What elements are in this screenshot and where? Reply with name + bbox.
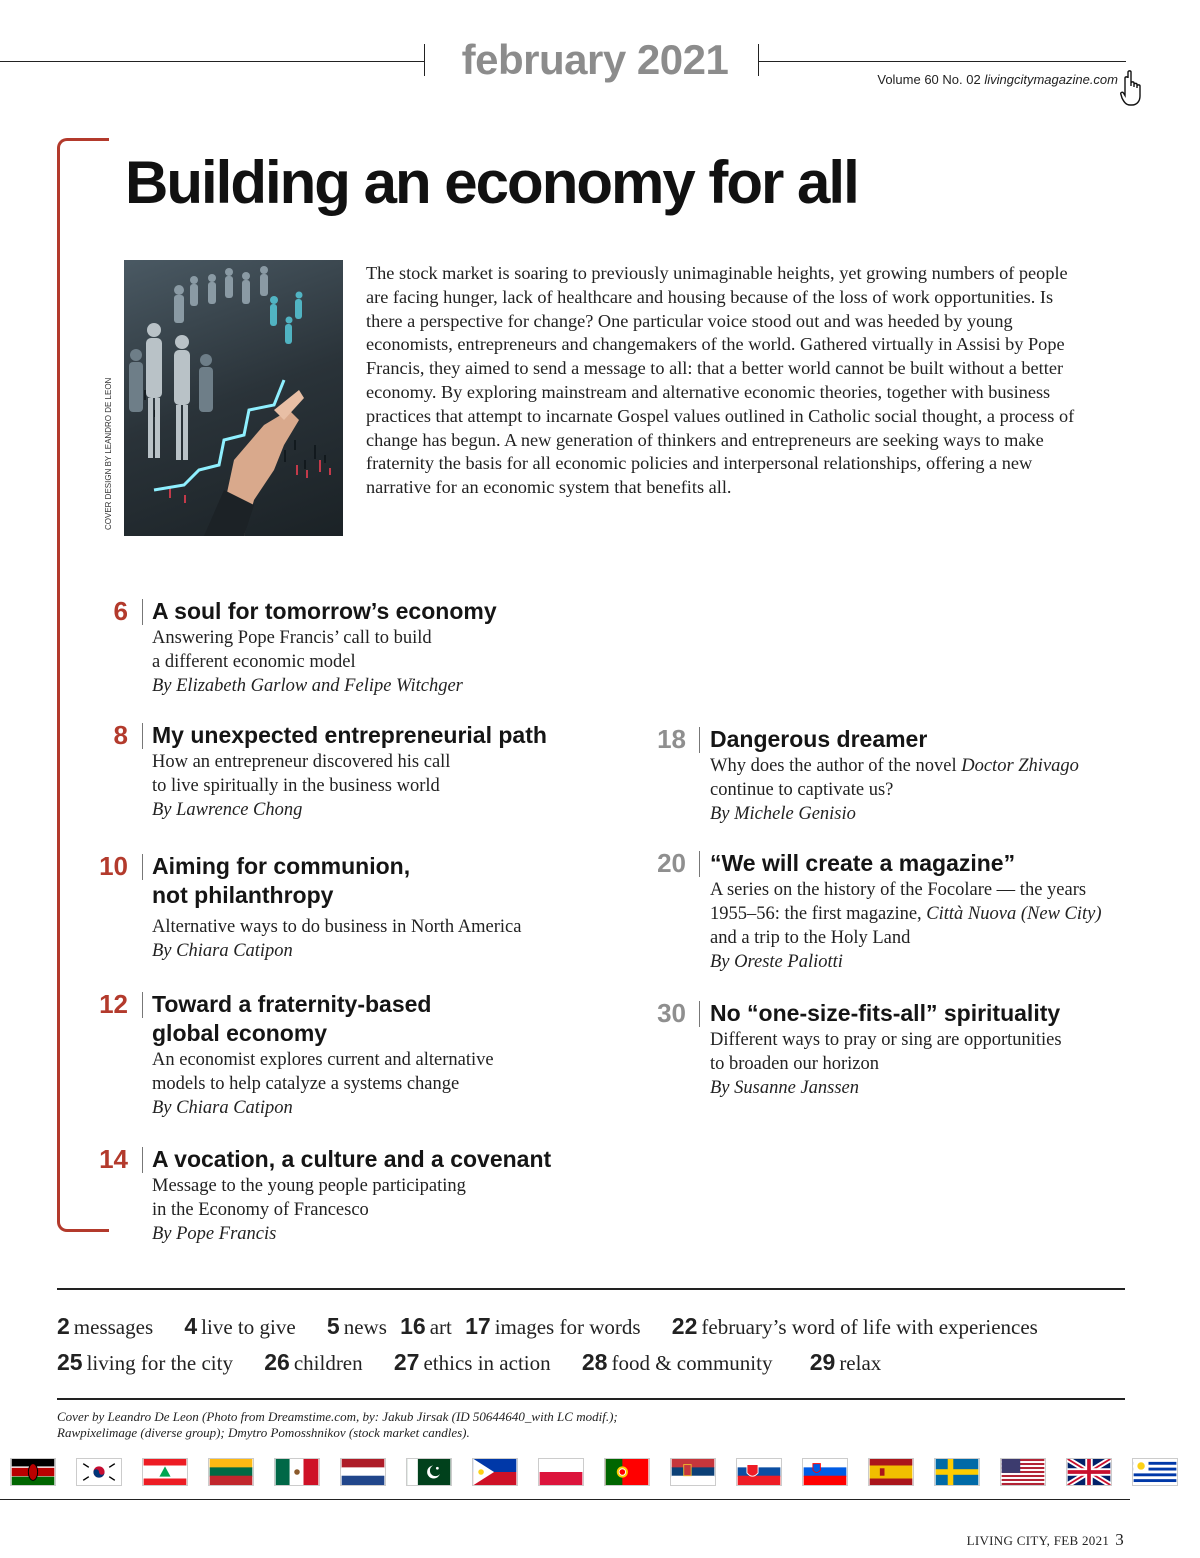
department-item[interactable]: [394, 1351, 551, 1375]
department-item[interactable]: [57, 1315, 153, 1339]
usa-flag-icon: [1000, 1458, 1046, 1486]
department-label: art: [429, 1315, 452, 1339]
toc-page-number: 8: [113, 720, 128, 750]
header-rule-right: [758, 61, 1126, 62]
toc-entry-page-20[interactable]: [626, 849, 1166, 974]
flag-strip: [10, 1458, 1190, 1488]
toc-byline: By Oreste Paliotti: [710, 952, 843, 972]
toc-entry-page-18[interactable]: [626, 725, 1146, 826]
toc-title: A vocation, a culture and a covenant: [152, 1146, 552, 1172]
lebanon-flag-icon: [142, 1458, 188, 1486]
volume-number: Volume 60 No. 02: [877, 72, 985, 87]
department-label: images for words: [494, 1315, 641, 1339]
toc-subtitle: continue to captivate us?: [710, 780, 894, 800]
department-page: 25: [57, 1349, 83, 1375]
department-item[interactable]: [465, 1315, 640, 1339]
toc-divider: [142, 723, 143, 749]
department-item[interactable]: [810, 1351, 882, 1375]
departments-rule-bottom: [57, 1398, 1125, 1400]
toc-subtitle: How an entrepreneur discovered his call: [152, 752, 451, 772]
toc-subtitle: and a trip to the Holy Land: [710, 928, 911, 948]
department-label: messages: [73, 1315, 154, 1339]
department-item[interactable]: [57, 1351, 233, 1375]
toc-divider: [142, 854, 143, 880]
toc-divider: [142, 1147, 143, 1173]
department-label: february’s word of life with experiences: [701, 1315, 1038, 1339]
department-item[interactable]: [582, 1351, 773, 1375]
slovakia-flag-icon: [736, 1458, 782, 1486]
toc-divider: [699, 1001, 700, 1027]
toc-title: My unexpected entrepreneurial path: [152, 722, 547, 748]
toc-subtitle: to broaden our horizon: [710, 1054, 880, 1074]
departments-row-1: [57, 1313, 1038, 1340]
department-label: food & community: [611, 1351, 773, 1375]
header-tick-left: [424, 44, 425, 76]
footer-label: LIVING CITY, FEB 2021: [966, 1533, 1110, 1548]
issue-month: february 2021: [461, 36, 729, 83]
page-number: 3: [1115, 1530, 1124, 1549]
departments-row-2: [57, 1349, 907, 1376]
toc-byline: By Lawrence Chong: [152, 800, 303, 820]
toc-subtitle: A series on the history of the Focolare — the years: [710, 880, 1087, 900]
department-page: 29: [809, 1349, 836, 1375]
toc-page-number: 20: [657, 848, 686, 878]
netherlands-flag-icon: [340, 1458, 386, 1486]
toc-page-number: 12: [99, 989, 128, 1019]
toc-page-number: 6: [113, 596, 128, 626]
header-tick-right: [758, 44, 759, 76]
cover-image: [124, 260, 343, 536]
toc-title: not philanthropy: [152, 882, 334, 908]
poland-flag-icon: [538, 1458, 584, 1486]
department-page: 17: [465, 1313, 491, 1339]
toc-entry-page-30[interactable]: [626, 999, 1146, 1100]
department-page: 4: [184, 1313, 198, 1339]
toc-subtitle: models to help catalyze a systems change: [152, 1074, 460, 1094]
toc-subtitle: to live spiritually in the business world: [152, 776, 440, 796]
toc-subtitle: Different ways to pray or sing are opportunities: [710, 1030, 1062, 1050]
toc-divider: [699, 851, 700, 877]
lithuania-flag-icon: [208, 1458, 254, 1486]
toc-page-number: 14: [99, 1144, 128, 1174]
department-page: 5: [326, 1313, 340, 1339]
feature-intro: The stock market is soaring to previously unimaginable heights, yet growing numbers of people are facing hunger, lack of healthcare and housing because of the loss of work opportunities. Is there a perspective for change? One particular voice stood out and was heeded by young economists, entrepreneurs and changemakers of the world. Gathered virtually in Assisi by Pope Francis, they aimed to send a message to all: that a better world cannot be built without a better economy. By exploring mainstream and alternative economic theories, together with business practices that attempt to incarnate Gospel values outlined in Catholic social thought, a process of change has begun. A new generation of thinkers and entrepreneurs are seeking ways to make fraternity the basis for all economic policies and interpersonal relationships, offering a new narrative for an economic system that benefits all.: [366, 263, 1075, 498]
toc-subtitle: a different economic model: [152, 652, 356, 672]
slovenia-flag-icon: [802, 1458, 848, 1486]
department-page: 16: [400, 1313, 426, 1339]
portugal-flag-icon: [604, 1458, 650, 1486]
toc-subtitle: in the Economy of Francesco: [152, 1200, 369, 1220]
toc-title: Aiming for communion,: [152, 853, 411, 879]
feature-headline: Building an economy for all: [125, 149, 858, 216]
toc-title: A soul for tomorrow’s economy: [152, 598, 497, 624]
toc-entry-page-6[interactable]: [68, 597, 628, 698]
toc-title: “We will create a magazine”: [710, 850, 1016, 876]
toc-title: No “one-size-fits-all” spirituality: [710, 1000, 1061, 1026]
site-link[interactable]: livingcitymagazine.com: [984, 72, 1118, 87]
volume-info: [877, 72, 1118, 87]
toc-divider: [142, 599, 143, 625]
toc-entry-page-8[interactable]: [68, 721, 628, 822]
toc-byline: By Michele Genisio: [710, 804, 856, 824]
pakistan-flag-icon: [406, 1458, 452, 1486]
uruguay-flag-icon: [1132, 1458, 1178, 1486]
toc-title: Toward a fraternity-based: [152, 991, 432, 1017]
department-item[interactable]: [264, 1351, 362, 1375]
department-label: children: [293, 1351, 363, 1375]
toc-subtitle: Answering Pope Francis’ call to build: [152, 628, 432, 648]
serbia-flag-icon: [670, 1458, 716, 1486]
toc-page-number: 18: [657, 724, 686, 754]
book-title: Doctor Zhivago: [961, 756, 1079, 776]
department-page: 26: [264, 1349, 290, 1375]
toc-divider: [142, 992, 143, 1018]
cover-credit-line: Rawpixelimage (diverse group); Dmytro Pomosshnikov (stock market candles).: [57, 1425, 470, 1440]
department-item[interactable]: [184, 1315, 295, 1339]
spain-flag-icon: [868, 1458, 914, 1486]
header-rule-left: [0, 61, 424, 62]
department-label: news: [343, 1315, 387, 1339]
department-page: 2: [57, 1313, 70, 1339]
toc-byline: By Pope Francis: [152, 1224, 277, 1244]
toc-title: Dangerous dreamer: [710, 726, 928, 752]
toc-page-number: 10: [99, 851, 128, 881]
toc-divider: [699, 727, 700, 753]
toc-subtitle: Message to the young people participating: [152, 1176, 466, 1196]
toc-subtitle-text: 1955–56: the first magazine,: [710, 904, 927, 924]
department-item[interactable]: [400, 1315, 452, 1339]
department-label: live to give: [201, 1315, 296, 1339]
department-label: living for the city: [86, 1351, 233, 1375]
cover-credit: [57, 1409, 618, 1441]
toc-title: global economy: [152, 1020, 328, 1046]
toc-subtitle-text: Why does the author of the novel: [710, 756, 962, 776]
toc-subtitle: An economist explores current and alternative: [152, 1050, 494, 1070]
toc-byline: By Elizabeth Garlow and Felipe Witchger: [152, 676, 463, 696]
department-page: 28: [581, 1349, 608, 1375]
department-page: 22: [671, 1313, 698, 1339]
toc-entry-page-12[interactable]: [68, 990, 628, 1120]
toc-byline: By Chiara Catipon: [152, 941, 293, 961]
mexico-flag-icon: [274, 1458, 320, 1486]
departments-rule-top: [57, 1288, 1125, 1290]
magazine-title: Città Nuova (New City): [926, 904, 1102, 924]
page-footer: [967, 1530, 1124, 1550]
sweden-flag-icon: [934, 1458, 980, 1486]
philippines-flag-icon: [472, 1458, 518, 1486]
cover-credit-vertical: COVER DESIGN BY LEANDRO DE LEON: [104, 377, 113, 530]
toc-byline: By Chiara Catipon: [152, 1098, 293, 1118]
toc-byline: By Susanne Janssen: [710, 1078, 859, 1098]
footer-rule: [0, 1499, 1130, 1500]
department-page: 27: [393, 1349, 420, 1375]
south-korea-flag-icon: [76, 1458, 122, 1486]
toc-page-number: 30: [657, 998, 686, 1028]
toc-subtitle: [710, 902, 1166, 926]
hand-cursor-icon: [1120, 70, 1148, 110]
toc-entry-page-14[interactable]: [68, 1145, 628, 1246]
toc-subtitle: [710, 754, 1146, 778]
toc-subtitle: Alternative ways to do business in North America: [152, 917, 522, 937]
kenya-flag-icon: [10, 1458, 56, 1486]
cover-credit-line: Cover by Leandro De Leon (Photo from Dreamstime.com, by: Jakub Jirsak (ID 50644640_with LC modif.);: [57, 1409, 618, 1424]
department-item[interactable]: [327, 1315, 387, 1339]
toc-entry-page-10[interactable]: [68, 852, 628, 963]
department-item[interactable]: [672, 1315, 1038, 1339]
department-label: ethics in action: [423, 1351, 551, 1375]
department-label: relax: [839, 1351, 882, 1375]
uk-flag-icon: [1066, 1458, 1112, 1486]
